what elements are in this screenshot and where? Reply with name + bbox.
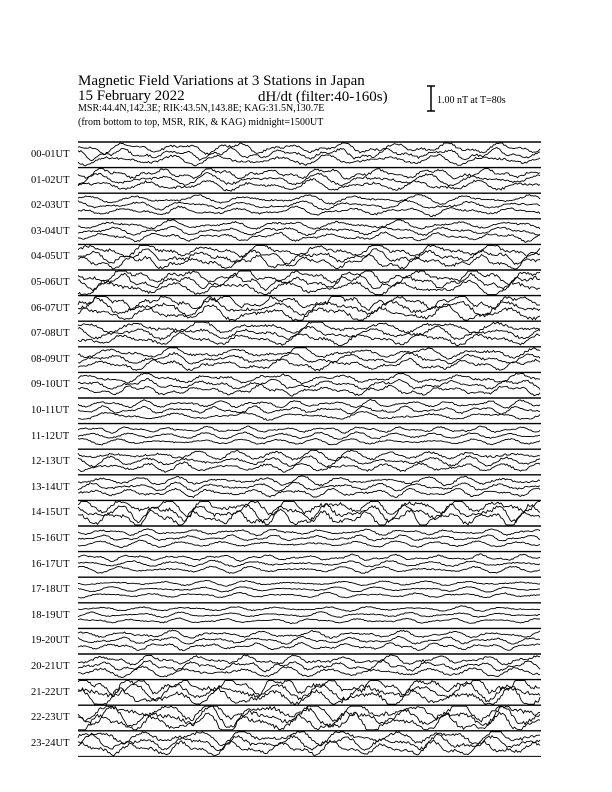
trace-kag xyxy=(78,706,540,722)
trace-rik xyxy=(78,201,540,211)
trace-msr xyxy=(78,179,540,192)
trace-msr xyxy=(78,254,540,269)
order-note: (from bottom to top, MSR, RIK, & KAG) midnight=1500UT xyxy=(78,117,324,128)
trace-row xyxy=(78,321,541,346)
row-label: 07-08UT xyxy=(31,328,70,340)
trace-kag xyxy=(78,606,540,612)
trace-row xyxy=(78,603,541,624)
row-label: 00-01UT xyxy=(31,149,70,160)
date-line: 15 February 2022 xyxy=(78,88,185,104)
trace-msr xyxy=(78,384,540,396)
row-label: 10-11UT xyxy=(31,405,70,416)
trace-kag xyxy=(78,630,540,638)
trace-rik xyxy=(78,432,540,439)
trace-msr xyxy=(78,412,540,421)
trace-kag xyxy=(78,476,540,486)
trace-msr xyxy=(78,643,540,651)
trace-rik xyxy=(78,482,540,492)
trace-msr xyxy=(78,358,540,371)
trace-msr xyxy=(78,439,540,445)
trace-msr xyxy=(78,206,540,217)
row-label: 18-19UT xyxy=(31,609,70,621)
trace-row xyxy=(78,372,541,396)
row-label: 21-22UT xyxy=(31,686,70,698)
trace-kag xyxy=(78,220,540,230)
trace-kag xyxy=(78,450,540,460)
trace-row xyxy=(78,577,541,598)
row-label: 02-03UT xyxy=(31,200,70,212)
row-label: 20-21UT xyxy=(31,661,70,672)
row-label: 16-17UT xyxy=(31,558,70,570)
trace-rik xyxy=(78,504,540,523)
trace-row xyxy=(78,424,541,445)
trace-row xyxy=(78,193,541,216)
trace-msr xyxy=(78,666,540,677)
trace-kag xyxy=(78,580,540,586)
row-label: 09-10UT xyxy=(31,379,70,391)
row-label: 01-02UT xyxy=(31,174,70,186)
trace-kag xyxy=(78,426,540,433)
trace-rik xyxy=(78,406,540,415)
trace-rik xyxy=(78,706,540,727)
trace-row xyxy=(78,526,541,548)
row-label: 14-15UT xyxy=(31,507,70,519)
trace-row xyxy=(78,705,541,730)
trace-kag xyxy=(78,554,540,562)
trace-rik xyxy=(78,660,540,672)
trace-row xyxy=(78,347,541,371)
trace-msr xyxy=(78,540,540,548)
trace-row xyxy=(78,552,541,574)
row-label: 06-07UT xyxy=(31,302,70,314)
trace-msr xyxy=(78,280,540,294)
trace-kag xyxy=(78,348,540,359)
trace-row xyxy=(78,296,541,321)
trace-msr xyxy=(78,688,540,705)
trace-msr xyxy=(78,462,540,473)
row-label: 19-20UT xyxy=(31,635,70,647)
trace-msr xyxy=(78,618,540,624)
trace-msr xyxy=(78,488,540,498)
trace-rik xyxy=(78,249,540,265)
trace-rik xyxy=(78,612,540,618)
trace-row xyxy=(78,475,541,498)
trace-row xyxy=(78,654,541,678)
mode-line: dH/dt (filter:40-160s) xyxy=(258,89,388,105)
trace-kag xyxy=(78,732,540,746)
trace-msr xyxy=(78,566,540,573)
trace-msr xyxy=(78,232,540,242)
trace-row xyxy=(78,731,541,756)
trace-kag xyxy=(78,655,540,665)
row-label: 22-23UT xyxy=(31,712,70,724)
scale-bar xyxy=(427,86,435,111)
trace-row xyxy=(78,628,541,650)
row-label: 17-18UT xyxy=(31,584,70,596)
trace-row xyxy=(78,244,541,269)
trace-row xyxy=(78,219,541,242)
stations-line: MSR:44.4N,142.3E; RIK:43.5N,143.8E; KAG:31.5N,130.7E xyxy=(78,103,325,114)
row-label: 12-13UT xyxy=(31,456,70,468)
trace-rik xyxy=(78,534,540,540)
title-line: Magnetic Field Variations at 3 Stations in Japan xyxy=(78,73,365,89)
row-label: 15-16UT xyxy=(31,533,70,544)
trace-rik xyxy=(78,352,540,364)
trace-msr xyxy=(78,592,540,598)
trace-row xyxy=(78,270,541,295)
trace-row xyxy=(78,398,541,420)
trace-row xyxy=(78,449,541,472)
trace-kag xyxy=(78,143,540,155)
trace-row xyxy=(78,168,541,192)
trace-row xyxy=(78,500,541,525)
trace-kag xyxy=(78,399,540,408)
row-label: 13-14UT xyxy=(31,481,70,493)
trace-row xyxy=(78,142,541,166)
trace-rik xyxy=(78,379,540,390)
trace-rik xyxy=(78,587,540,592)
row-label: 04-05UT xyxy=(31,251,70,263)
row-label: 23-24UT xyxy=(31,737,70,749)
trace-rik xyxy=(78,560,540,567)
row-label: 11-12UT xyxy=(31,430,70,442)
trace-kag xyxy=(78,245,540,257)
trace-rik xyxy=(78,173,540,186)
row-label: 05-06UT xyxy=(31,277,70,288)
trace-row xyxy=(78,680,541,705)
row-label: 08-09UT xyxy=(31,353,70,365)
trace-rik xyxy=(78,298,540,317)
row-label: 03-04UT xyxy=(31,225,70,237)
scale-label: 1.00 nT at T=80s xyxy=(437,95,506,106)
